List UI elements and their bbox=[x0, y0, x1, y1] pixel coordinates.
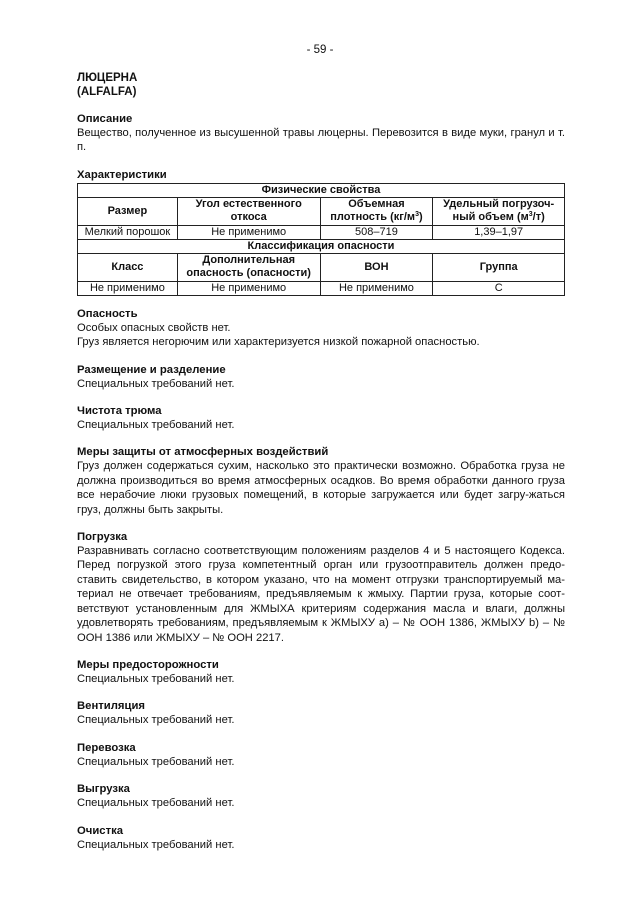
ventilation-heading: Вентиляция bbox=[77, 700, 145, 713]
bulk-density-value: 508–719 bbox=[320, 225, 433, 239]
hazard-classification-band: Классификация опасности bbox=[78, 239, 565, 253]
ventilation-text: Специальных требований нет. bbox=[77, 714, 235, 727]
mhb-header: ВОН bbox=[320, 253, 433, 281]
class-value: Не применимо bbox=[78, 281, 178, 295]
stowage-text: Специальных требований нет. bbox=[77, 377, 235, 390]
group-value: C bbox=[433, 281, 565, 295]
carriage-text: Специальных требований нет. bbox=[77, 755, 235, 768]
clean-up-text: Специальных требований нет. bbox=[77, 838, 235, 851]
ventilation-section bbox=[77, 699, 565, 727]
loading-section bbox=[77, 530, 565, 645]
class-header: Класс bbox=[78, 253, 178, 281]
weather-precautions-heading: Меры защиты от атмосферных воздействий bbox=[77, 446, 329, 459]
weather-precautions-section bbox=[77, 445, 565, 517]
stowage-factor-value: 1,39–1,97 bbox=[433, 225, 565, 239]
angle-of-repose-header: Угол естественного откоса bbox=[177, 197, 320, 225]
discharge-text: Специальных требований нет. bbox=[77, 797, 235, 810]
hazard-text-1: Особых опасных свойств нет. bbox=[77, 321, 231, 334]
precautions-text: Специальных требований нет. bbox=[77, 672, 235, 685]
clean-up-section bbox=[77, 824, 565, 852]
carriage-heading: Перевозка bbox=[77, 741, 136, 754]
stowage-section bbox=[77, 363, 565, 391]
hazard-heading: Опасность bbox=[77, 307, 138, 320]
carriage-section bbox=[77, 741, 565, 769]
size-value: Мелкий порошок bbox=[78, 225, 178, 239]
loading-heading: Погрузка bbox=[77, 531, 128, 544]
hazard-section bbox=[77, 307, 565, 350]
hazard-text-2: Груз является негорючим или характеризуется низкой пожарной опасностью. bbox=[77, 336, 480, 349]
description-heading: Описание bbox=[77, 113, 133, 125]
hold-cleanliness-heading: Чистота трюма bbox=[77, 405, 162, 418]
cargo-title bbox=[77, 71, 565, 99]
hold-cleanliness-section bbox=[77, 404, 565, 432]
discharge-section bbox=[77, 782, 565, 810]
page-number: - 59 - bbox=[306, 44, 334, 56]
angle-of-repose-value: Не применимо bbox=[177, 225, 320, 239]
stowage-heading: Размещение и разделение bbox=[77, 363, 226, 376]
precautions-heading: Меры предосторожности bbox=[77, 658, 219, 671]
bulk-density-header: Объемная плотность $(кг/м^3)$ bbox=[320, 197, 433, 225]
group-header: Группа bbox=[433, 253, 565, 281]
clean-up-heading: Очистка bbox=[77, 824, 124, 837]
cargo-name-ru: ЛЮЦЕРНА bbox=[77, 72, 138, 84]
discharge-heading: Выгрузка bbox=[77, 783, 130, 796]
size-header: Размер bbox=[78, 197, 178, 225]
document-body bbox=[77, 71, 565, 852]
description-text: Вещество, полученное из высушенной травы люцерны. Перевозится в виде муки, гранул и т. п. bbox=[77, 127, 565, 154]
hold-cleanliness-text: Специальных требований нет. bbox=[77, 419, 235, 432]
weather-precautions-text: Груз должен содержаться сухим, насколько это практически возможно. Обработка груза не должна производиться во время атмосферных осадков. Во время обработки данного груза все нерабочие люки грузовых помещений, в которые загружается или будет загру-жаться груз, должны быть закрыты. bbox=[77, 460, 565, 516]
characteristics-section bbox=[77, 168, 565, 296]
mhb-value: Не применимо bbox=[320, 281, 433, 295]
loading-text: Разравнивать согласно соответствующим положениям разделов 4 и 5 настоящего Кодекса. Перед погрузкой этого груза компетентный орган или грузоотправитель должен предо-ставить свидетельство, в котором указано, что на момент отгрузки транспортируемый ма-териал не отвечает требованиям, предъявляемым к жмыху. Партии груза, которые соот-ветствуют установленным для ЖМЫХА критериям содержания масла и влаги, должны удовлетворять требованиям, предъявляемым к ЖМЫХУ a) – № ООН 1386, ЖМЫХУ b) – № ООН 1386 или ЖМЫХУ – № ООН 2217. bbox=[77, 545, 565, 644]
characteristics-table bbox=[77, 183, 565, 296]
subsidiary-hazard-header: Дополнительная опасность (опасности) bbox=[177, 253, 320, 281]
precautions-section bbox=[77, 658, 565, 686]
cargo-name-en: (ALFALFA) bbox=[77, 86, 137, 98]
physical-properties-band: Физические свойства bbox=[78, 183, 565, 197]
characteristics-heading: Характеристики bbox=[77, 168, 167, 181]
subsidiary-hazard-value: Не применимо bbox=[177, 281, 320, 295]
stowage-factor-header: Удельный погрузоч-ный объем $(м^3/т)$ bbox=[433, 197, 565, 225]
description-section bbox=[77, 112, 565, 155]
